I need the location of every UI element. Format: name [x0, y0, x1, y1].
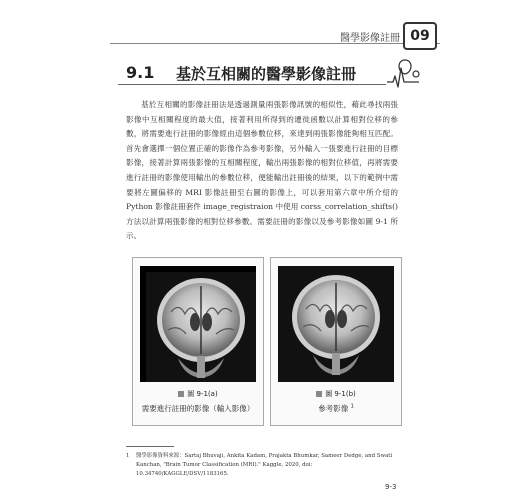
figure-9-1b — [270, 257, 402, 426]
figure-caption: 參考影像 $^1$ — [318, 403, 354, 413]
chapter-number-badge: 09 — [403, 22, 437, 50]
figure-label: 圖 9-1(b) — [271, 389, 401, 399]
figure-caption: 需要進行註冊的影像（輸入影像） — [141, 404, 255, 413]
heading-rule — [118, 84, 386, 85]
figure-marker-icon — [316, 391, 322, 397]
footnote-text: 醫學影像資料來源：Sartaj Bhuvaji, Ankita Kadam, Prajakta Bhumkar, Sameer Dedge, and Swati Kanchan, "Brain Tumor Classification (MRI)." Kaggle, 2020, doi: 10.34740/KAGGLE/DSV/1183165. — [136, 453, 393, 477]
stethoscope-icon — [383, 56, 423, 92]
running-header-title: 醫學影像註冊 — [340, 33, 400, 44]
body-paragraph: 基於互相關的影像註冊法是透過測量兩張影像訊號的相似性，藉此尋找兩張影像中互相關程度的最大值，接著利用所得到的遷徙函數以計算相對位移的參數，將需要進行註冊的影像經由這個參數位移，來達到兩張影像能夠相互匹配。首先會選擇一個位置正確的影像作為參考影像，另外輸入一張要進行註冊的目標影像，接著計算兩張影像的互相關程度，輸出兩張影像的相對位移值，再將需要進行註冊的影像使用輸出的參數位移，便能輸出註冊後的結果，以下的範例中需要將左圖偏移的 MRI 影像註冊至右圖的影像上，可以套用第六章中所介紹的 Python 影像註冊套件 image_registraion 中使用 corss_correlation_shifts() 方法以計算兩張影像的相對位移參數。需要註冊的影像以及參考影像如圖 9-1 所示。 — [126, 100, 398, 241]
section-title: 基於互相關的醫學影像註冊 — [176, 65, 357, 83]
figure-9-1a — [132, 257, 264, 426]
footnote-rule — [126, 446, 174, 447]
mri-brain-image-shifted — [140, 266, 256, 382]
footnote-number: 1 — [126, 453, 130, 459]
page-number: 9-3 — [385, 483, 397, 491]
mri-brain-image-reference — [278, 266, 394, 382]
section-heading — [118, 60, 418, 90]
figure-label: 圖 9-1(a) — [133, 389, 263, 399]
footnote — [126, 452, 404, 479]
section-number: 9.1 — [126, 63, 155, 82]
footnote-reference[interactable]: 1 — [350, 403, 354, 410]
figure-marker-icon — [178, 391, 184, 397]
